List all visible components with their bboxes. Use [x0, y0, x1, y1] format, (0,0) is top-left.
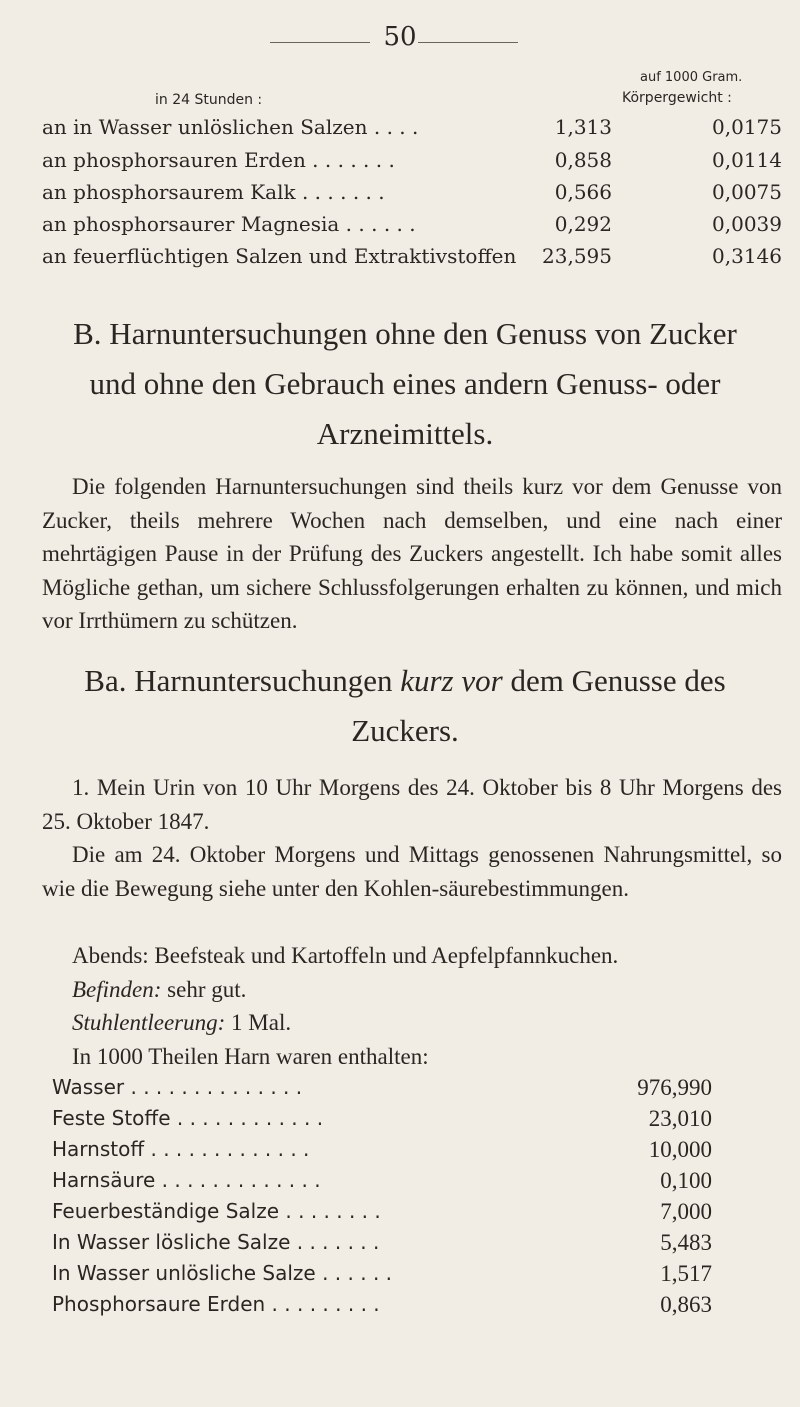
entry-text-3: Abends: Beefsteak und Kartoffeln und Aepfelpfannkuchen. [72, 943, 619, 968]
item-value: 0,863 [660, 1292, 712, 1317]
item-label: In Wasser lösliche Salze . . . . . . . [52, 1230, 380, 1254]
entry-paragraph-1 [42, 771, 782, 838]
page-number: 50 [383, 22, 417, 52]
befinden-label: Befinden: [72, 977, 162, 1002]
table-row [42, 148, 782, 178]
list-item [52, 1230, 712, 1260]
row-value-per-1000: 0,3146 [712, 244, 782, 268]
section-b-paragraph [42, 470, 782, 638]
row-label: an feuerflüchtigen Salzen und Extraktivstoffen [42, 244, 517, 268]
item-label: Feste Stoffe . . . . . . . . . . . . [52, 1106, 324, 1130]
stuhl-label: Stuhlentleerung: [72, 1010, 226, 1035]
item-label: Harnsäure . . . . . . . . . . . . . [52, 1168, 321, 1192]
row-value-24h: 0,292 [554, 212, 612, 236]
composition-intro [42, 1040, 782, 1074]
item-value: 7,000 [660, 1199, 712, 1224]
row-value-per-1000: 0,0114 [712, 148, 782, 172]
item-value: 5,483 [660, 1230, 712, 1255]
row-value-24h: 0,858 [554, 148, 612, 172]
section-b-heading-line3: Arzneimittels. [316, 416, 494, 451]
stuhl-value: 1 Mal. [225, 1010, 292, 1035]
befinden-line [42, 973, 782, 1007]
item-value: 976,990 [637, 1075, 712, 1100]
entry-paragraph-3 [42, 939, 782, 973]
row-label: an phosphorsaurem Kalk . . . . . . . [42, 180, 385, 204]
row-value-per-1000: 0,0075 [712, 180, 782, 204]
table-header-col1: in 24 Stunden : [155, 92, 263, 108]
item-label: In Wasser unlösliche Salze . . . . . . [52, 1261, 393, 1285]
item-label: Wasser . . . . . . . . . . . . . . [52, 1075, 303, 1099]
list-item [52, 1199, 712, 1229]
section-b-heading-line2: und ohne den Gebrauch eines andern Genuss- oder [89, 366, 721, 401]
list-item [52, 1168, 712, 1198]
section-b-heading-line1: B. Harnuntersuchungen ohne den Genuss von Zucker [73, 316, 737, 351]
list-item [52, 1106, 712, 1136]
section-ba-italic: kurz vor [400, 663, 503, 698]
list-item [52, 1292, 712, 1322]
stuhl-line [42, 1006, 782, 1040]
row-value-24h: 1,313 [554, 115, 612, 139]
page-number-rule-right [418, 42, 518, 43]
section-b-paragraph-text: Die folgenden Harnuntersuchungen sind theils kurz vor dem Genusse von Zucker, theils mehrere Wochen nach demselben, und eine nach einer mehrtägigen Pause in der Prüfung des Zuckers angestellt. Ich habe somit alles Mögliche gethan, um sichere Schlussfolgerungen erhalten zu können, und mich vor Irrthümern zu schützen. [42, 474, 782, 633]
item-label: Harnstoff . . . . . . . . . . . . . [52, 1137, 310, 1161]
item-value: 1,517 [660, 1261, 712, 1286]
section-ba-suffix: dem Genusse des [502, 663, 726, 698]
item-label: Phosphorsaure Erden . . . . . . . . . [52, 1292, 380, 1316]
row-value-24h: 23,595 [542, 244, 612, 268]
table-row [42, 180, 782, 210]
row-label: an in Wasser unlöslichen Salzen . . . . [42, 115, 419, 139]
section-ba-prefix: Ba. Harnuntersuchungen [84, 663, 401, 698]
list-item [52, 1261, 712, 1291]
section-ba-heading-line2: Zuckers. [351, 713, 459, 748]
list-item [52, 1075, 712, 1105]
section-ba-heading-line1 [30, 656, 780, 706]
table-row [42, 244, 782, 274]
item-value: 0,100 [660, 1168, 712, 1193]
row-value-per-1000: 0,0039 [712, 212, 782, 236]
row-label: an phosphorsaurer Magnesia . . . . . . [42, 212, 416, 236]
entry-paragraph-2 [42, 838, 782, 905]
list-item [52, 1137, 712, 1167]
table-header-col2-line2: Körpergewicht : [622, 90, 732, 106]
entry-text-2: Die am 24. Oktober Morgens und Mittags genossenen Nahrungsmittel, so wie die Bewegung siehe unter den Kohlen-säurebestimmungen. [42, 842, 782, 901]
table-row [42, 212, 782, 242]
entry-text-1: 1. Mein Urin von 10 Uhr Morgens des 24. Oktober bis 8 Uhr Morgens des 25. Oktober 1847. [42, 775, 782, 834]
befinden-value: sehr gut. [161, 977, 247, 1002]
row-value-per-1000: 0,0175 [712, 115, 782, 139]
table-row [42, 115, 782, 145]
composition-intro-text: In 1000 Theilen Harn waren enthalten: [72, 1044, 429, 1069]
item-value: 10,000 [648, 1137, 712, 1162]
table-header-col2-line1: auf 1000 Gram. [640, 70, 743, 85]
item-label: Feuerbeständige Salze . . . . . . . . [52, 1199, 381, 1223]
row-label: an phosphorsauren Erden . . . . . . . [42, 148, 395, 172]
item-value: 23,010 [648, 1106, 712, 1131]
row-value-24h: 0,566 [554, 180, 612, 204]
